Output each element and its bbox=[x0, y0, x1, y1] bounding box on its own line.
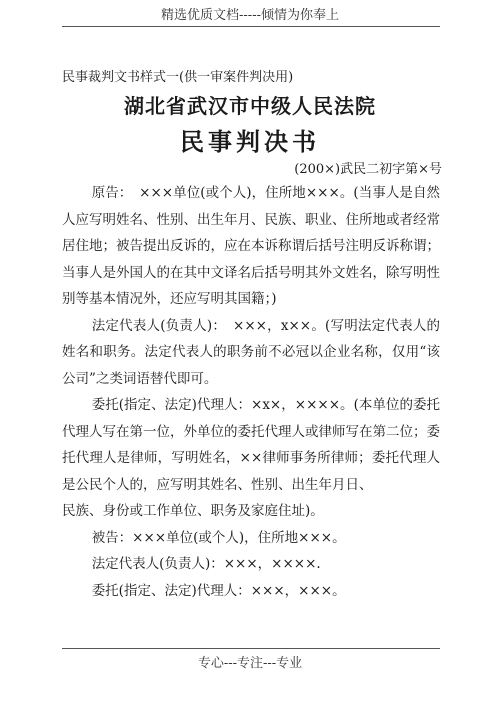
paragraph-defendant-agent: 委托(指定、法定)代理人：×××，×××。 bbox=[91, 582, 346, 599]
footer-divider bbox=[62, 648, 440, 649]
paragraph-legal-representative: 法定代表人(负责人)： ×××，x××。(写明法定代表人的姓名和职务。法定代表人的职务前不必冠以企业名称，仅用“该公司”之类词语替代即可。 bbox=[62, 317, 440, 387]
paragraph-defendant-representative: 法定代表人(负责人)：×××，××××. bbox=[91, 556, 321, 572]
form-label: 民事裁判文书样式一(供一审案件判决用) bbox=[62, 70, 294, 85]
court-name: 湖北省武汉市中级人民法院 bbox=[124, 94, 376, 118]
document-title: 民事判决书 bbox=[180, 127, 320, 156]
page-footer: 专心---专注---专业 bbox=[197, 656, 303, 671]
paragraph-agent-continued: 民族、身份或工作单位、职务及家庭住址)。 bbox=[62, 503, 324, 519]
case-number: (200×)武民二初字第×号 bbox=[294, 162, 442, 177]
paragraph-defendant: 被告：×××单位(或个人)，住所地×××。 bbox=[91, 529, 346, 546]
header-divider bbox=[62, 26, 440, 27]
paragraph-agent: 委托(指定、法定)代理人：×x×，××××。(本单位的委托代理人写在第一位，外单位的委托代理人或律师写在第二位；委托代理人是律师，写明姓名，××律师事务所律师；委托代理人是公民个人的，应写明其姓名、性别、出生年月日、 bbox=[62, 397, 440, 493]
paragraph-plaintiff: 原告： ×××单位(或个人)，住所地×××。(当事人是自然人应写明姓名、性别、出生年月、民族、职业、住所地或者经常居住地；被告提出反诉的，应在本诉称谓后括号注明反诉称谓；当事人是外国人的在其中文译名后括号明其外文姓名，除写明性别等基本情况外，还应写明其国籍；) bbox=[62, 185, 440, 307]
document-body bbox=[62, 180, 440, 604]
page-header: 精选优质文档-----倾情为你奉上 bbox=[161, 8, 339, 23]
